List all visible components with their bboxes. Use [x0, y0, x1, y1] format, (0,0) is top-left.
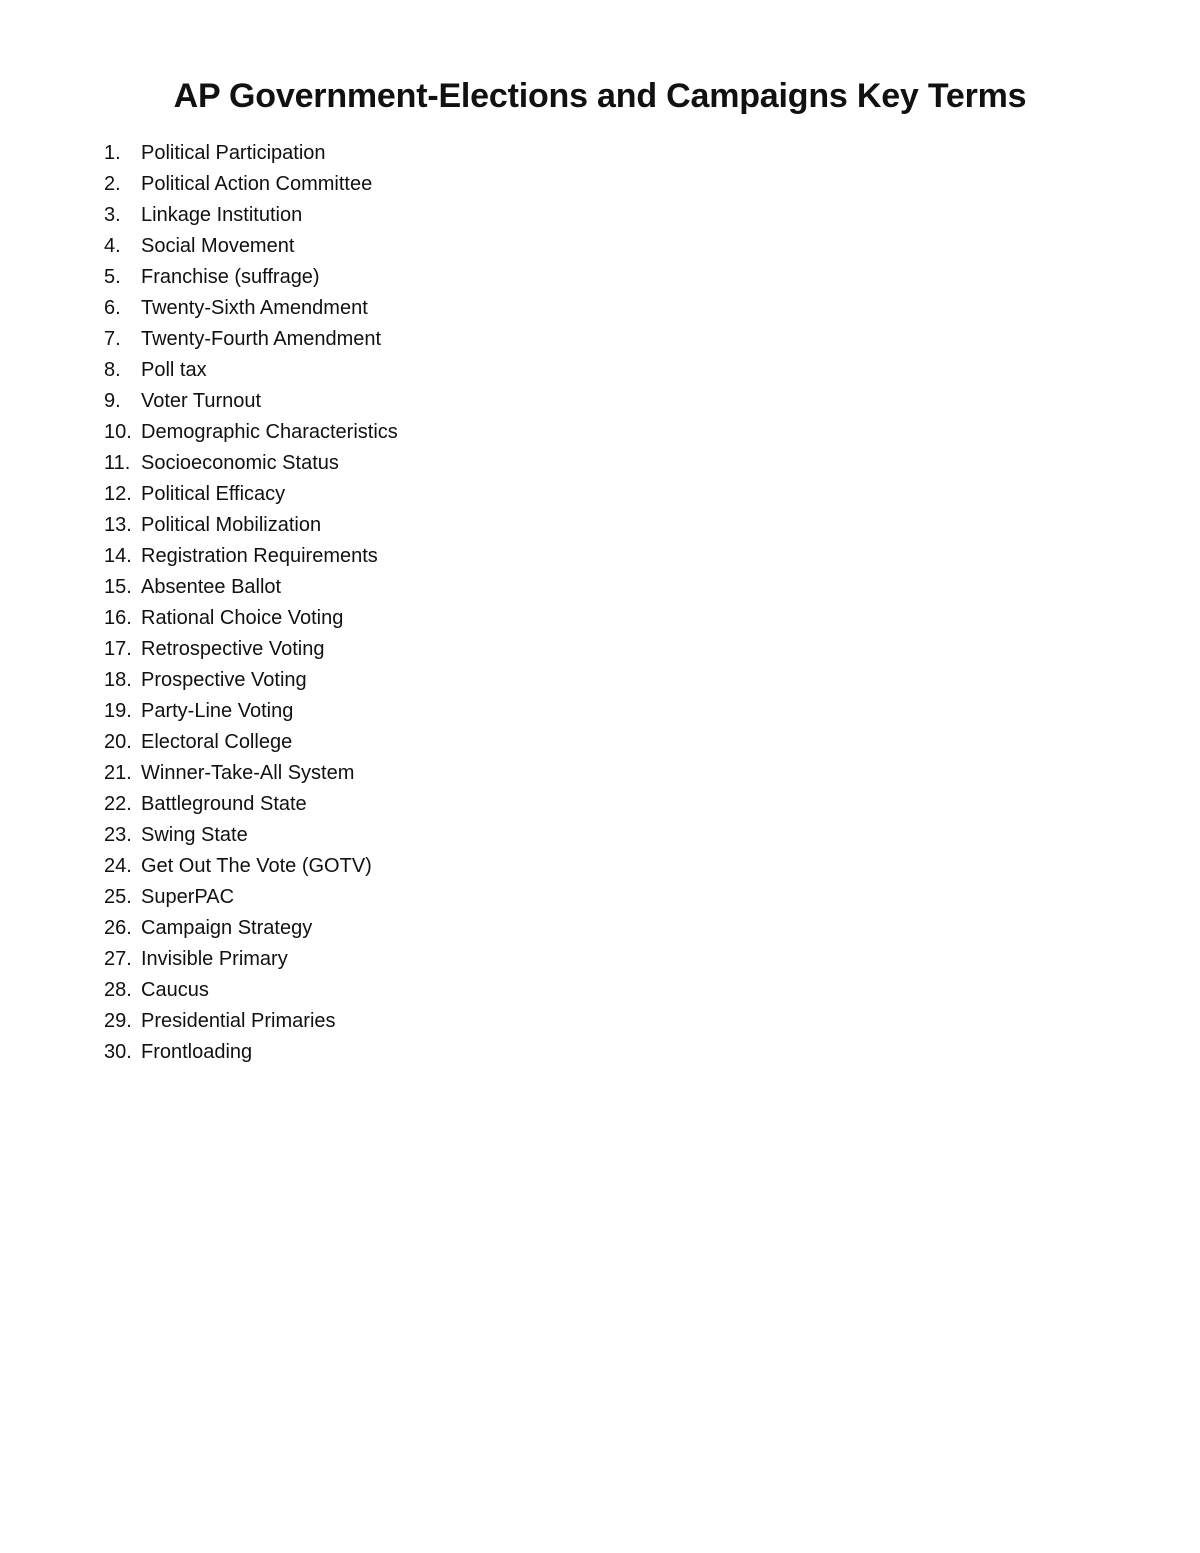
term-text: Absentee Ballot — [141, 576, 282, 598]
document-title: AP Government-Elections and Campaigns Key Terms — [173, 77, 1027, 115]
term-text: Rational Choice Voting — [141, 607, 344, 629]
term-number: 4. — [104, 235, 121, 257]
term-number: 11. — [104, 452, 131, 474]
term-number: 15. — [104, 576, 132, 598]
list-item — [104, 882, 398, 913]
list-item — [104, 262, 398, 293]
list-item — [104, 634, 398, 665]
list-item — [104, 324, 398, 355]
term-text: Political Participation — [141, 142, 326, 164]
term-text: Political Efficacy — [141, 483, 286, 505]
term-number: 6. — [104, 297, 121, 319]
list-item — [104, 944, 398, 975]
list-item — [104, 975, 398, 1006]
key-terms-list — [104, 138, 398, 1068]
list-item — [104, 541, 398, 572]
term-text: Twenty-Sixth Amendment — [141, 297, 368, 319]
list-item — [104, 138, 398, 169]
term-number: 22. — [104, 793, 132, 815]
term-text: Winner-Take-All System — [141, 762, 355, 784]
term-text: SuperPAC — [141, 886, 235, 908]
term-text: Electoral College — [141, 731, 293, 753]
term-number: 23. — [104, 824, 132, 846]
list-item — [104, 758, 398, 789]
list-item — [104, 603, 398, 634]
list-item — [104, 169, 398, 200]
term-text: Battleground State — [141, 793, 307, 815]
term-number: 19. — [104, 700, 132, 722]
list-item — [104, 293, 398, 324]
list-item — [104, 448, 398, 479]
term-number: 13. — [104, 514, 132, 536]
term-text: Registration Requirements — [141, 545, 378, 567]
term-number: 21. — [104, 762, 132, 784]
term-text: Linkage Institution — [141, 204, 303, 226]
term-number: 2. — [104, 173, 121, 195]
term-text: Prospective Voting — [141, 669, 307, 691]
term-text: Political Mobilization — [141, 514, 322, 536]
term-text: Voter Turnout — [141, 390, 262, 412]
list-item — [104, 913, 398, 944]
term-text: Socioeconomic Status — [141, 452, 339, 474]
term-number: 12. — [104, 483, 132, 505]
term-number: 28. — [104, 979, 132, 1001]
list-item — [104, 1006, 398, 1037]
list-item — [104, 572, 398, 603]
term-number: 5. — [104, 266, 121, 288]
term-number: 17. — [104, 638, 132, 660]
term-number: 7. — [104, 328, 121, 350]
term-number: 30. — [104, 1041, 132, 1063]
term-number: 14. — [104, 545, 132, 567]
list-item — [104, 820, 398, 851]
term-text: Demographic Characteristics — [141, 421, 398, 443]
term-text: Frontloading — [141, 1041, 253, 1063]
term-text: Invisible Primary — [141, 948, 288, 970]
term-number: 29. — [104, 1010, 132, 1032]
term-text: Retrospective Voting — [141, 638, 325, 660]
list-item — [104, 851, 398, 882]
term-text: Caucus — [141, 979, 209, 1001]
term-text: Poll tax — [141, 359, 207, 381]
list-item — [104, 231, 398, 262]
term-number: 25. — [104, 886, 132, 908]
list-item — [104, 355, 398, 386]
term-number: 3. — [104, 204, 121, 226]
term-number: 8. — [104, 359, 121, 381]
term-number: 26. — [104, 917, 132, 939]
list-item — [104, 479, 398, 510]
list-item — [104, 200, 398, 231]
term-text: Twenty-Fourth Amendment — [141, 328, 382, 350]
term-number: 24. — [104, 855, 132, 877]
term-text: Political Action Committee — [141, 173, 373, 195]
term-number: 1. — [104, 142, 121, 164]
term-number: 18. — [104, 669, 132, 691]
list-item — [104, 417, 398, 448]
term-text: Campaign Strategy — [141, 917, 313, 939]
term-text: Franchise (suffrage) — [141, 266, 320, 288]
term-text: Swing State — [141, 824, 248, 846]
list-item — [104, 510, 398, 541]
term-text: Get Out The Vote (GOTV) — [141, 855, 372, 877]
list-item — [104, 665, 398, 696]
list-item — [104, 789, 398, 820]
term-number: 10. — [104, 421, 132, 443]
term-text: Party-Line Voting — [141, 700, 294, 722]
term-number: 20. — [104, 731, 132, 753]
term-text: Presidential Primaries — [141, 1010, 336, 1032]
list-item — [104, 1037, 398, 1068]
list-item — [104, 386, 398, 417]
list-item — [104, 696, 398, 727]
term-number: 16. — [104, 607, 132, 629]
term-number: 27. — [104, 948, 132, 970]
term-text: Social Movement — [141, 235, 295, 257]
term-number: 9. — [104, 390, 121, 412]
list-item — [104, 727, 398, 758]
